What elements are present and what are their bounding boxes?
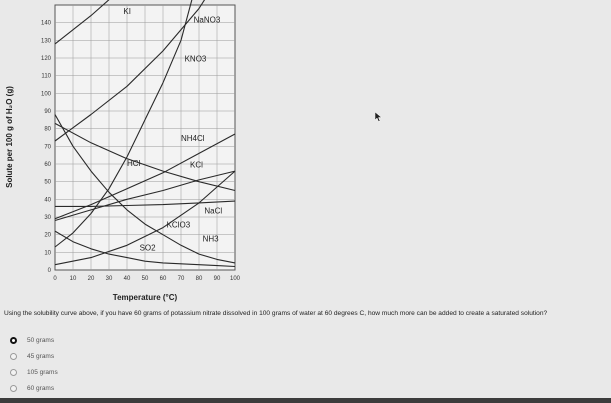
radio-button[interactable] [10,369,17,376]
x-tick-label: 90 [213,276,221,282]
y-tick-label: 30 [44,215,51,221]
y-tick-label: 0 [47,268,51,274]
x-tick-label: 30 [105,276,113,282]
curve-label: NH3 [202,234,219,244]
answer-options [10,332,58,396]
x-tick-label: 40 [123,276,131,282]
y-tick-label: 140 [40,20,51,27]
x-tick-label: 20 [87,276,95,282]
radio-button[interactable] [10,337,17,344]
answer-option-4[interactable] [10,380,58,396]
y-tick-label: 50 [44,179,51,186]
curve-label: NH4Cl [181,134,205,144]
curve-label: KCl [190,160,203,170]
x-axis-title: Temperature (°C) [112,293,178,302]
answer-option-1[interactable] [10,332,58,348]
y-tick-label: 40 [44,197,51,204]
curve-label: KNO3 [184,54,207,64]
radio-button[interactable] [10,385,17,392]
question-text: Using the solubility curve above, if you have 60 grams of potassium nitrate dissolved in 100 grams of water at 60 degrees C, how much more can be added to create a saturated solution? [4,310,548,317]
curve-label: SO2 [139,243,156,253]
y-axis-title: Solute per 100 g of H₂O (g) [5,86,14,188]
curve-label: NaCl [204,206,223,216]
y-tick-label: 10 [44,250,51,257]
answer-option-label: 45 grams [27,352,55,360]
y-tick-labels [41,21,52,274]
y-tick-label: 80 [44,126,51,133]
mouse-cursor-icon [375,112,383,122]
y-tick-label: 60 [44,162,51,168]
curve-label: KI [123,6,131,16]
answer-option-2[interactable] [10,348,58,364]
x-tick-labels [53,276,240,282]
x-tick-label: 70 [177,276,185,282]
y-tick-label: 70 [44,144,51,151]
x-tick-label: 0 [53,276,57,282]
y-tick-label: 100 [40,91,51,98]
x-tick-label: 60 [159,276,167,282]
x-tick-label: 50 [141,276,149,282]
curve-label: NaNO3 [193,15,221,25]
curve-label: KClO3 [166,220,191,230]
answer-option-label: 50 grams [27,336,55,344]
y-tick-label: 20 [44,232,51,239]
answer-option-label: 105 grams [27,368,58,376]
x-tick-label: 10 [69,276,77,282]
y-tick-label: 110 [41,73,51,80]
y-tick-label: 130 [40,38,51,45]
bottom-bar [0,398,611,403]
x-tick-label: 100 [229,276,241,282]
answer-option-label: 60 grams [27,384,55,392]
y-tick-label: 120 [40,56,51,62]
radio-button[interactable] [10,353,17,360]
y-tick-label: 90 [44,109,51,115]
x-tick-label: 80 [195,276,203,282]
curve-label: HCl [127,158,141,168]
answer-option-3[interactable] [10,364,58,380]
